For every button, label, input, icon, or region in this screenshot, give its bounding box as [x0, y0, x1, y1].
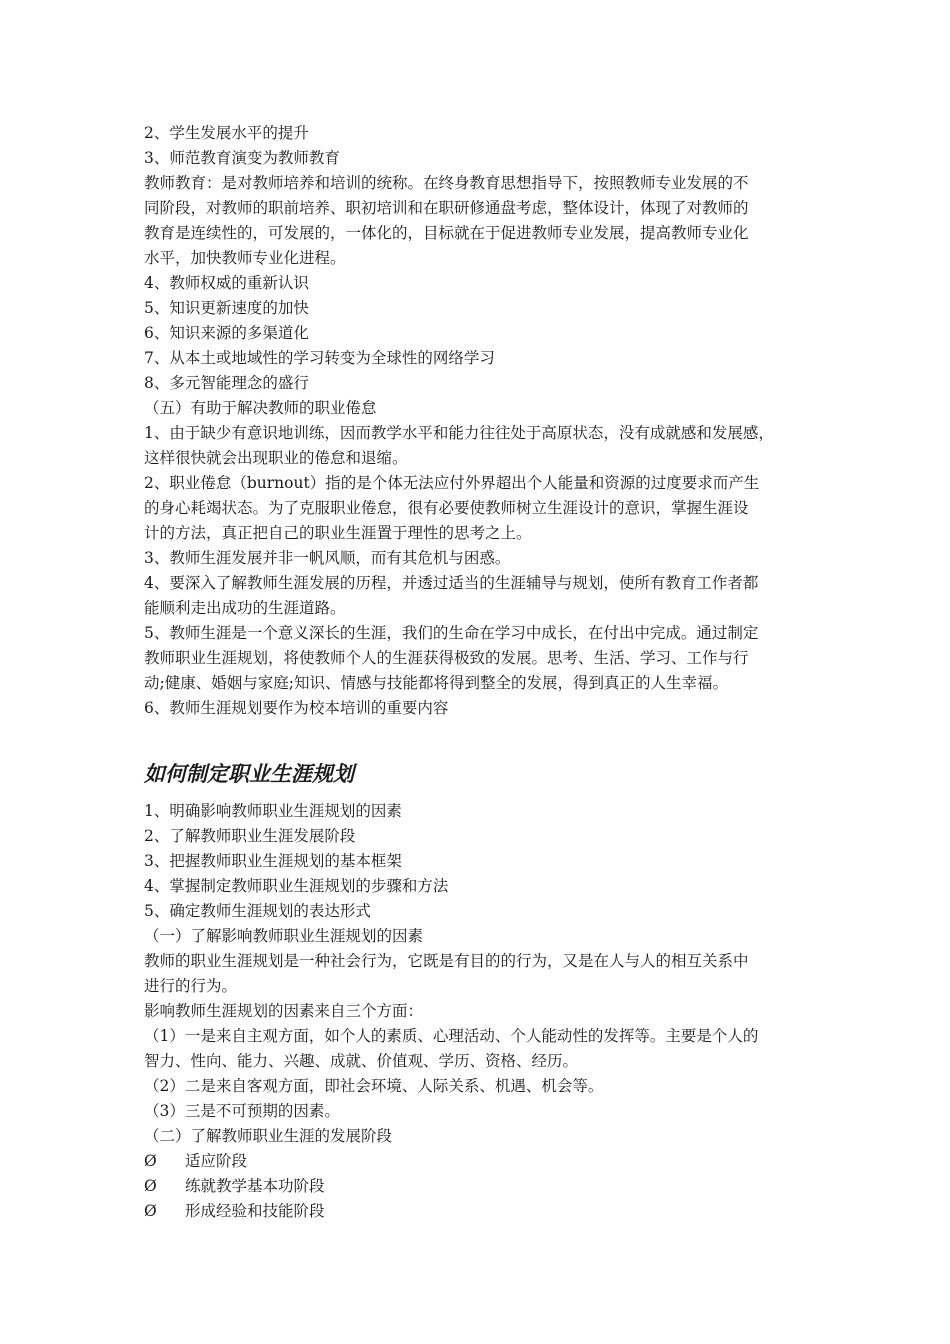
- paragraph-line: 智力、性向、能力、兴趣、成就、价值观、学历、资格、经历。: [144, 1052, 579, 1070]
- bullet-item: [144, 1174, 816, 1199]
- bullet-text: 形成经验和技能阶段: [185, 1202, 325, 1220]
- bullet-text: 练就教学基本功阶段: [185, 1177, 325, 1195]
- paragraph-factor-1: [144, 1024, 816, 1074]
- paragraph-line: 进行的行为。: [144, 977, 238, 995]
- paragraph-line: 的身心耗竭状态。为了克服职业倦怠，很有必要使教师树立生涯设计的意识，掌握生涯设: [144, 499, 749, 517]
- list-item: 6、知识来源的多渠道化: [144, 324, 309, 342]
- subsection-title: （五）有助于解决教师的职业倦怠: [144, 399, 377, 417]
- paragraph-line: 这样很快就会出现职业的倦怠和退缩。: [144, 449, 408, 467]
- list-item: 3、把握教师职业生涯规划的基本框架: [144, 852, 402, 870]
- list-item: 5、确定教师生涯规划的表达形式: [144, 902, 371, 920]
- section-heading: 如何制定职业生涯规划: [144, 761, 354, 786]
- paragraph-burnout-4: [144, 571, 816, 621]
- paragraph-line: 教师职业生涯规划，将使教师个人的生涯获得极致的发展。思考、生活、学习、工作与行: [144, 649, 749, 667]
- paragraph-line: 2、职业倦怠（burnout）指的是个体无法应付外界超出个人能量和资源的过度要求而产生: [144, 474, 760, 492]
- paragraph-line: 教师教育：是对教师培养和培训的统称。在终身教育思想指导下，按照教师专业发展的不: [144, 174, 749, 192]
- list-item: 5、知识更新速度的加快: [144, 299, 309, 317]
- document-page: [144, 121, 816, 1224]
- paragraph-line: 1、由于缺少有意识地训练，因而教学水平和能力往往处于高原状态，没有成就感和发展感，: [144, 424, 774, 442]
- paragraph-line: （1）一是来自主观方面，如个人的素质、心理活动、个人能动性的发挥等。主要是个人的: [144, 1027, 759, 1045]
- paragraph-burnout-2: [144, 471, 816, 546]
- paragraph-line: 能顺利走出成功的生涯道路。: [144, 599, 346, 617]
- list-item: 1、明确影响教师职业生涯规划的因素: [144, 802, 402, 820]
- list-item: 4、掌握制定教师职业生涯规划的步骤和方法: [144, 877, 449, 895]
- paragraph-line: 5、教师生涯是一个意义深长的生涯，我们的生命在学习中成长，在付出中完成。通过制定: [144, 624, 759, 642]
- subsection-title: （二）了解教师职业生涯的发展阶段: [144, 1127, 393, 1145]
- paragraph-line: 同阶段，对教师的职前培养、职初培训和在职研修通盘考虑，整体设计，体现了对教师的: [144, 199, 749, 217]
- list-item: 2、学生发展水平的提升: [144, 124, 309, 142]
- paragraph-line: 教师的职业生涯规划是一种社会行为，它既是有目的的行为，又是在人与人的相互关系中: [144, 952, 749, 970]
- list-item: 8、多元智能理念的盛行: [144, 374, 309, 392]
- paragraph-factor-3: （3）三是不可预期的因素。: [144, 1102, 340, 1120]
- paragraph-teacher-education: [144, 171, 816, 271]
- paragraph-line: 4、要深入了解教师生涯发展的历程，并透过适当的生涯辅导与规划，使所有教育工作者都: [144, 574, 759, 592]
- list-item: 4、教师权威的重新认识: [144, 274, 309, 292]
- paragraph-line: 水平，加快教师专业化进程。: [144, 249, 346, 267]
- bullet-item: [144, 1199, 816, 1224]
- subsection-title: （一）了解影响教师职业生涯规划的因素: [144, 927, 424, 945]
- paragraph-burnout-6: 6、教师生涯规划要作为校本培训的重要内容: [144, 699, 449, 717]
- paragraph-burnout-5: [144, 621, 816, 696]
- paragraph-line: 计的方法，真正把自己的职业生涯置于理性的思考之上。: [144, 524, 532, 542]
- list-item: 7、从本土或地域性的学习转变为全球性的网络学习: [144, 349, 495, 367]
- bullet-marker-icon: Ø: [144, 1202, 157, 1220]
- paragraph-burnout-1: [144, 421, 816, 471]
- paragraph-line: 动;健康、婚姻与家庭;知识、情感与技能都将得到整全的发展，得到真正的人生幸福。: [144, 674, 728, 692]
- paragraph-social-behavior: [144, 949, 816, 999]
- paragraph-line: 教育是连续性的，可发展的，一体化的，目标就在于促进教师专业发展，提高教师专业化: [144, 224, 749, 242]
- paragraph-factors-intro: 影响教师生涯规划的因素来自三个方面：: [144, 1002, 424, 1020]
- bullet-item: [144, 1149, 816, 1174]
- bullet-text: 适应阶段: [185, 1152, 248, 1170]
- paragraph-burnout-3: 3、教师生涯发展并非一帆风顺，而有其危机与困惑。: [144, 549, 511, 567]
- paragraph-factor-2: （2）二是来自客观方面，即社会环境、人际关系、机遇、机会等。: [144, 1077, 604, 1095]
- bullet-marker-icon: Ø: [144, 1177, 157, 1195]
- bullet-marker-icon: Ø: [144, 1152, 157, 1170]
- list-item: 2、了解教师职业生涯发展阶段: [144, 827, 356, 845]
- list-item: 3、师范教育演变为教师教育: [144, 149, 340, 167]
